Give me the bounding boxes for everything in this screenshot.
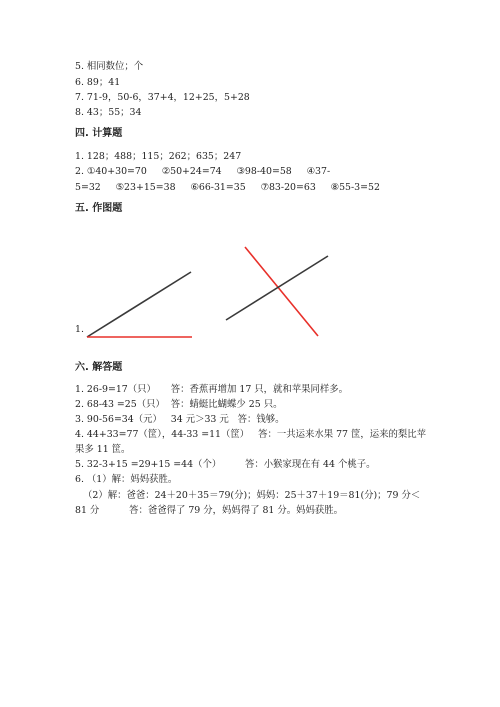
solution-line-5: 5. 32-3+15 =29+15 =44（个） 答：小猴家现在有 44 个桃子。: [75, 459, 376, 470]
calc-line-3: 5=32 ⑤23+15=38 ⑥66-31=35 ⑦83-20=63 ⑧55-3=52: [75, 182, 380, 193]
calc-line-1: 1. 128；488；115；262；635；247: [75, 151, 242, 162]
solution-line-1: 1. 26-9=17（只） 答：香蕉再增加 17 只，就和苹果同样多。: [75, 384, 349, 395]
angle-ray-dark: [87, 272, 191, 337]
solution-part2-line-1: （2）解：爸爸：24＋20＋35＝79(分)；妈妈：25＋37＋19＝81(分)；79 分＜: [83, 490, 421, 501]
solution-line-3: 3. 90-56=34（元） 34 元＞33 元 答：钱够。: [75, 414, 285, 425]
calc-line-2: 2. ①40+30=70 ②50+24=74 ③98-40=58 ④37-: [75, 166, 331, 177]
answer-line-6: 6. 89；41: [75, 77, 121, 88]
drawing-item-label: 1.: [75, 324, 84, 335]
crossing-line-red: [245, 247, 318, 336]
section-heading-word-problems: 六. 解答题: [75, 362, 123, 373]
solution-line-4-cont: 果多 11 筐。: [75, 444, 131, 455]
solution-line-6: 6. （1）解：妈妈获胜。: [75, 474, 178, 485]
section-heading-calculation: 四. 计算题: [75, 128, 123, 139]
solution-line-2: 2. 68-43 =25（只） 答：蜻蜓比蝴蝶少 25 只。: [75, 399, 283, 410]
answer-line-5: 5. 相同数位；个: [75, 61, 144, 72]
answer-line-8: 8. 43；55；34: [75, 107, 142, 118]
section-heading-drawing: 五. 作图题: [75, 203, 123, 214]
answer-line-7: 7. 71-9，50-6，37+4，12+25，5+28: [75, 92, 250, 103]
solution-line-4: 4. 44+33=77（筐），44-33 =11（筐） 答：一共运来水果 77 筐，运来的梨比苹: [75, 429, 426, 440]
solution-part2-line-2: 81 分 答：爸爸得了 79 分，妈妈得了 81 分。妈妈获胜。: [75, 505, 343, 516]
crossing-line-dark: [226, 256, 328, 320]
